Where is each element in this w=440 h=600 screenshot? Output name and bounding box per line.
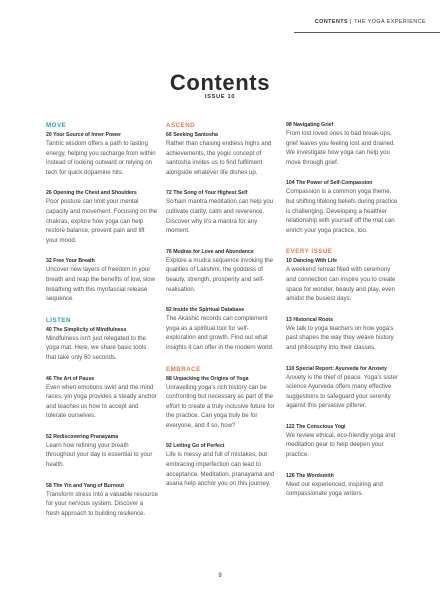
entry-description: Unravelling yoga's rich history can be confronting but necessary as part of the effort to create a truly inclusive future for the practice. Can yoga truly be for everyone, and if so, how? — [166, 383, 275, 429]
toc-entry[interactable] — [286, 317, 398, 353]
entry-title: 76 Mudras for Love and Abundance — [166, 248, 254, 255]
entry-description: Tantric wisdom offers a path to lasting energy, helping you recharge from within instead of looking outward or relying on tech for quick dopamine hits. — [46, 140, 156, 176]
running-head — [315, 19, 426, 25]
entry-title: 46 The Art of Pause — [46, 375, 95, 382]
issue-label: ISSUE 10 — [204, 94, 236, 100]
contents-column-2 — [166, 122, 278, 502]
toc-entry[interactable] — [46, 258, 158, 303]
entry-description: Learn how refining your breath throughout your day is essential to your health. — [46, 441, 153, 469]
section-heading-move: MOVE — [46, 122, 67, 129]
contents-column-1 — [46, 122, 158, 531]
entry-description: We review ethical, eco-friendly yoga and meditation gear to help deepen your practice. — [286, 431, 396, 459]
toc-entry[interactable] — [166, 190, 278, 235]
entry-title: 126 The Wordsmith — [286, 472, 334, 479]
toc-entry[interactable] — [286, 258, 398, 303]
entry-description: Transform stress into a valuable resource for your nervous system. Discover a fresh approach to building resilience. — [46, 490, 158, 517]
toc-entry[interactable] — [46, 376, 158, 421]
running-head-magazine: THE YOGA EXPERIENCE — [353, 19, 426, 25]
toc-entry[interactable] — [286, 122, 398, 167]
toc-entry[interactable] — [166, 132, 278, 177]
page-title: Contents — [169, 70, 271, 95]
toc-entry[interactable] — [46, 434, 158, 470]
entry-title: 58 The Yin and Yang of Burnout — [46, 482, 125, 489]
entry-title: 66 Seeking Santosha — [166, 132, 218, 138]
toc-entry[interactable] — [286, 473, 398, 499]
entry-description: The Akashic records can complement yoga as a spiritual tool for self-exploration and growth. Find out what insights it can offer in the modern world. — [166, 315, 274, 351]
entry-description: Life is messy and full of mistakes, but embracing imperfection can lead to acceptance. Meditation, pranayama and asana help anchor you on this journey. — [166, 451, 275, 488]
entry-description: We talk to yoga teachers on how yoga's past shapes the way they weave history and philosophy into their classes. — [286, 324, 394, 351]
toc-entry[interactable] — [46, 190, 158, 245]
toc-entry[interactable] — [166, 307, 278, 352]
entry-title: 13 Historical Roots — [286, 316, 333, 323]
toc-entry[interactable] — [166, 443, 278, 488]
entry-title: 82 Inside the Spiritual Database — [166, 307, 245, 314]
entry-title: 98 Navigating Grief — [286, 122, 334, 128]
toc-entry[interactable] — [286, 180, 398, 235]
toc-entry[interactable] — [286, 424, 398, 460]
header-rule — [294, 32, 440, 33]
toc-entry[interactable] — [166, 376, 278, 431]
running-head-contents: CONTENTS — [314, 19, 349, 25]
running-head-separator: | — [348, 19, 354, 25]
entry-title: 92 Letting Go of Perfect — [166, 443, 225, 450]
entry-description: A weekend retreat filled with ceremony and connection can inspire you to create space for wonder, beauty and play, even amidst the busiest days. — [286, 266, 396, 303]
entry-title: 104 The Power of Self-Compassion — [286, 180, 373, 187]
toc-entry[interactable] — [46, 132, 158, 177]
entry-title: 110 Special Report: Ayurveda for Anxiety — [286, 365, 387, 372]
entry-title: 20 Your Source of Inner Power — [46, 132, 122, 138]
entry-description: Meet our experienced, inspiring and compassionate yoga writers. — [286, 480, 383, 498]
entry-description: So'ham mantra meditation can help you cultivate clarity, calm and reverence. Discover why it's a mantra for any moment. — [166, 198, 274, 235]
contents-column-3 — [286, 122, 398, 512]
entry-title: 122 The Conscious Yogi — [286, 423, 346, 430]
entry-title: 10 Dancing With Life — [286, 258, 337, 265]
section-heading-embrace: EMBRACE — [166, 365, 201, 373]
entry-title: 40 The Simplicity of Mindfulness — [46, 326, 127, 333]
entry-description: Compassion is a common yoga theme, but shifting lifelong beliefs during practice is challenging. Developing a healthier relationship with yourself off the mat can enrich your yoga practice, too. — [286, 188, 398, 234]
section-heading-listen: LISTEN — [46, 316, 72, 324]
entry-title: 72 The Song of Your Highest Self — [166, 190, 248, 197]
entry-title: 32 Free Your Breath — [46, 258, 95, 265]
entry-description: Explore a mudra sequence invoking the qualities of Lakshmi, the goddess of beauty, strength, prosperity and self-realisation. — [166, 256, 274, 293]
entry-description: From lost loved ones to bad break-ups, grief leaves you feeling lost and drained. We investigate how yoga can help you move through grief. — [286, 130, 396, 166]
toc-entry[interactable] — [286, 366, 398, 411]
entry-description: Uncover new layers of freedom in your breath and reap the benefits of low, slow breathing with this myofascial release sequence. — [46, 266, 156, 303]
section-heading-ascend: ASCEND — [166, 122, 196, 129]
entry-description: Rather than chasing endless highs and achievements, the yogic concept of santosha invites us to find fulfilment alongside whatever life dishes up. — [166, 140, 272, 176]
entry-title: 88 Unpacking the Origins of Yoga — [166, 375, 249, 382]
entry-title: 26 Opening the Chest and Shoulders — [46, 190, 137, 197]
toc-entry[interactable] — [166, 249, 278, 294]
entry-description: Anxiety is the thief of peace. Yoga's sister science Ayurveda offers many effective suggestions to safeguard your serenity against this pervasive pilferer. — [286, 373, 398, 410]
section-heading-every-issue: EVERY ISSUE — [286, 248, 333, 256]
toc-entry[interactable] — [46, 483, 158, 519]
page-number: 9 — [218, 573, 222, 579]
entry-title: 52 Rediscovering Pranayama — [46, 433, 119, 440]
entry-description: Even when emotions swirl and the mind races, yin yoga provides a steady anchor and teaches us how to accept and tolerate ourselves. — [46, 383, 157, 420]
entry-description: Mindfulness isn't just relegated to the yoga mat. Here, we share basic tools that take only 60 seconds. — [46, 334, 147, 361]
entry-description: Poor posture can limit your mental capacity and movement. Focusing on the chakras, explore how yoga can help restore balance, prevent pain and lift your mood. — [46, 198, 158, 244]
toc-entry[interactable] — [46, 327, 158, 363]
